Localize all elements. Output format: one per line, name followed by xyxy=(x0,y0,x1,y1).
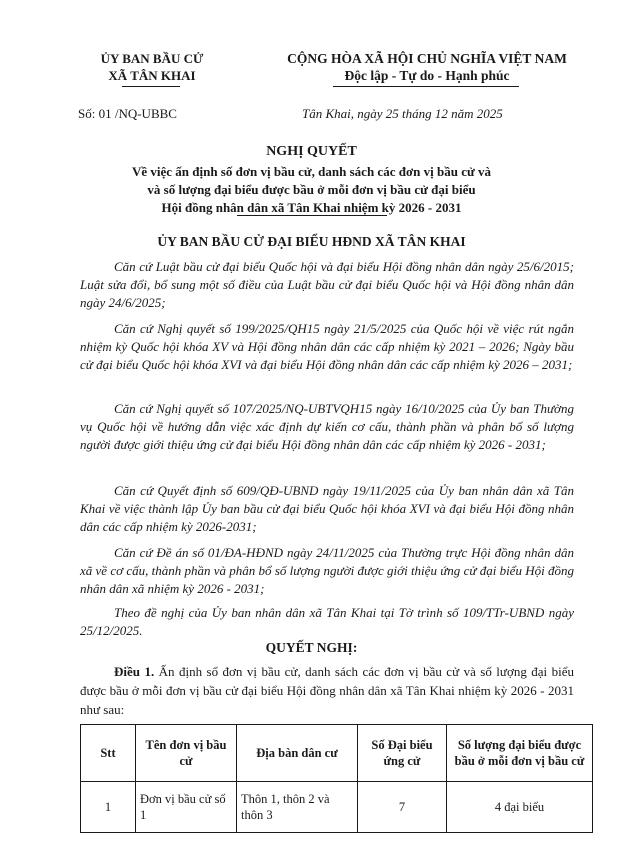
cell-seats: 4 đại biểu xyxy=(447,782,593,833)
issuing-authority-underline xyxy=(122,86,180,87)
header-unit-name: Tên đơn vị bầu cử xyxy=(136,725,237,782)
document-number: Số: 01 /NQ-UBBC xyxy=(78,106,177,121)
header-stt: Stt xyxy=(81,725,136,782)
issuing-authority-line1: ỦY BAN BẦU CỬ xyxy=(100,51,204,66)
issuing-authority-line2: XÃ TÂN KHAI xyxy=(108,68,196,83)
article-1 xyxy=(80,662,574,719)
legal-basis-5: Căn cứ Đề án số 01/ĐA-HĐND ngày 24/11/2025 của Thường trực Hội đồng nhân dân xã về cơ cấu, thành phần và phân bổ số lượng người được giới thiệu ứng cử đại biểu Hội đồng nhân dân xã nhiệm kỳ 2026 - 2031; xyxy=(80,545,574,596)
legal-basis-1: Căn cứ Luật bầu cử đại biểu Quốc hội và đại biểu Hội đồng nhân dân ngày 25/6/2015; Luật sửa đổi, bổ sung một số điều của Luật bầu cử đại biểu Quốc hội và Hội đồng nhân dân ngày 24/6/2025; xyxy=(80,259,574,310)
electoral-units-table xyxy=(80,724,593,833)
issuing-authority xyxy=(72,50,232,84)
legal-basis-2: Căn cứ Nghị quyết số 199/2025/QH15 ngày 21/5/2025 của Quốc hội về việc rút ngắn nhiệm kỳ Quốc hội khóa XV và Hội đồng nhân dân các cấp nhiệm kỳ 2021 – 2026; Ngày bầu cử đại biểu Quốc hội khóa XVI và đại biểu Hội đồng nhân dân các cấp nhiệm kỳ 2026 – 2031; xyxy=(80,321,574,372)
subject-line2: và số lượng đại biểu được bầu ở mỗi đơn vị bầu cử đại biểu xyxy=(147,182,476,197)
legal-basis-4: Căn cứ Quyết định số 609/QĐ-UBND ngày 19/11/2025 của Ủy ban nhân dân xã Tân Khai về việc thành lập Ủy ban bầu cử đại biểu Quốc hội khóa XVI và đại biểu Hội đồng nhân dân các cấp nhiệm kỳ 2026-2031; xyxy=(80,483,574,534)
national-motto: Độc lập - Tự do - Hạnh phúc xyxy=(344,68,510,83)
decision-heading: QUYẾT NGHỊ: xyxy=(265,640,358,655)
table-row xyxy=(81,782,593,833)
document-subject xyxy=(60,163,563,217)
header-area: Địa bàn dân cư xyxy=(237,725,358,782)
cell-unit-name: Đơn vị bầu cử số 1 xyxy=(136,782,237,833)
table-header-row xyxy=(81,725,593,782)
national-motto-underline xyxy=(333,86,519,87)
legal-basis-3: Căn cứ Nghị quyết số 107/2025/NQ-UBTVQH15 ngày 16/10/2025 của Ủy ban Thường vụ Quốc hội về hướng dẫn việc xác định dự kiến cơ cấu, thành phần và phân bổ số lượng người được giới thiệu ứng cử đại biểu Hội đồng nhân dân các cấp nhiệm kỳ 2026 - 2031; xyxy=(80,401,574,452)
subject-line1: Về việc ấn định số đơn vị bầu cử, danh sách các đơn vị bầu cử và xyxy=(131,164,492,179)
subject-line3: Hội đồng nhân dân xã Tân Khai nhiệm kỳ 2026 - 2031 xyxy=(161,200,462,215)
document-title: NGHỊ QUYẾT xyxy=(266,144,357,159)
legal-basis-6: Theo đề nghị của Ủy ban nhân dân xã Tân Khai tại Tờ trình số 109/TTr-UBND ngày 25/12/2025. xyxy=(80,605,574,638)
header-candidates: Số Đại biểu ứng cử xyxy=(358,725,447,782)
cell-candidates: 7 xyxy=(358,782,447,833)
cell-stt: 1 xyxy=(81,782,136,833)
header-seats: Số lượng đại biểu được bầu ở mỗi đơn vị bầu cử xyxy=(447,725,593,782)
place-and-date: Tân Khai, ngày 25 tháng 12 năm 2025 xyxy=(302,106,503,121)
cell-area: Thôn 1, thôn 2 và thôn 3 xyxy=(237,782,358,833)
issuer-heading: ỦY BAN BẦU CỬ ĐẠI BIỂU HĐND XÃ TÂN KHAI xyxy=(157,234,466,249)
subject-underline xyxy=(237,215,387,216)
article-1-label: Điều 1. xyxy=(114,664,155,679)
national-title-line1: CỘNG HÒA XÃ HỘI CHỦ NGHĨA VIỆT NAM xyxy=(287,51,567,66)
article-1-text: Ấn định số đơn vị bầu cử, danh sách các đơn vị bầu cử và số lượng đại biểu được bầu ở mỗi đơn vị bầu cử đại biểu Hội đồng nhân dân xã Tân Khai nhiệm kỳ 2026 - 2031 như sau: xyxy=(80,664,574,717)
national-title xyxy=(262,50,592,84)
